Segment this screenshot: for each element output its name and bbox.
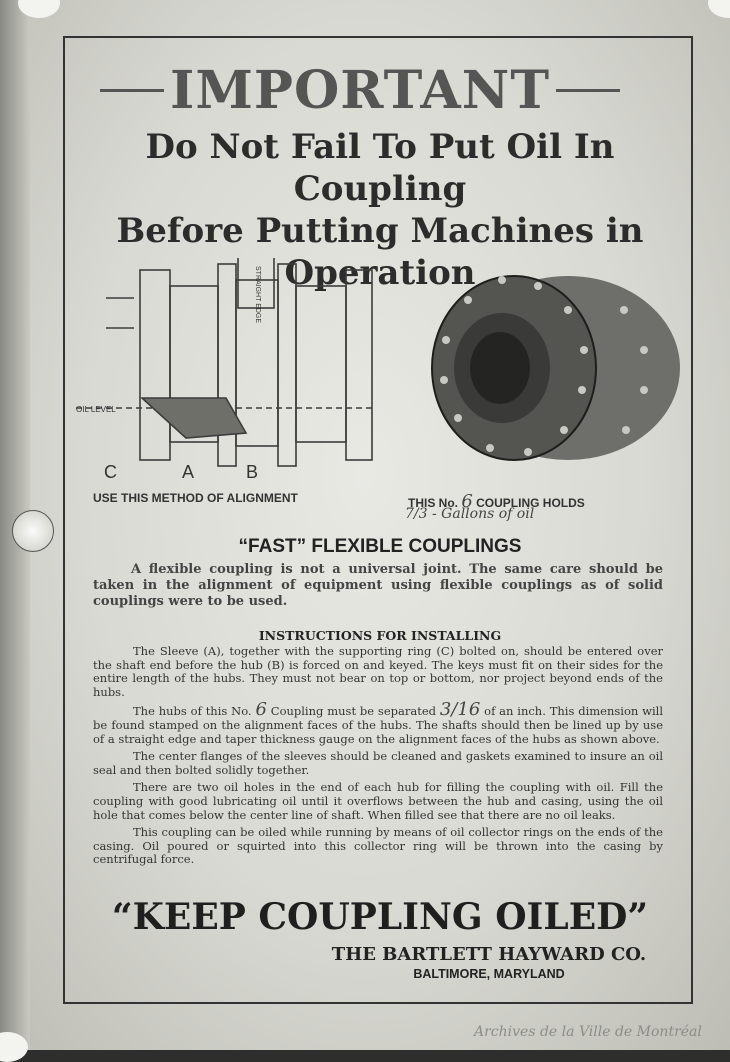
diagram-straight-edge-label: STRAIGHT EDGE	[254, 266, 261, 324]
heading-row	[100, 60, 620, 120]
coupling-photo	[418, 270, 686, 480]
hubs-text-c: of an inch. This dimension will be found stamped on the alignment faces of the hubs. The shafts should then be lined up by use of a straight edge and taper thickness gauge on the alignment faces of the hubs as shown above.	[93, 704, 664, 746]
diagram-oil-level-label: OIL LEVEL	[76, 405, 116, 414]
company-location: BALTIMORE, MARYLAND	[413, 967, 565, 981]
instruction-paragraph-2	[93, 699, 664, 746]
diagram-label-c: C	[104, 462, 117, 478]
page-title: IMPORTANT	[170, 59, 551, 121]
diagram-sleeve-right	[296, 286, 346, 442]
diagram-flange-left	[140, 270, 170, 460]
subtitle-line-2: Before Putting Machines in	[116, 211, 644, 251]
alignment-caption: USE THIS METHOD OF ALIGNMENT	[93, 491, 298, 505]
diagram-flange-right	[278, 264, 296, 466]
separation-fraction: 3/16	[439, 699, 481, 721]
instructions-title: INSTRUCTIONS FOR INSTALLING	[258, 628, 502, 643]
diagram-label-a: A	[182, 462, 195, 478]
coupling-section-diagram	[76, 258, 416, 478]
heading-rule-right	[556, 89, 620, 92]
holds-capacity: 7/3 - Gallons of oil	[405, 506, 535, 522]
hubs-number: 6	[255, 699, 267, 721]
diagram-sleeve-section	[142, 398, 246, 438]
slogan: “KEEP COUPLING OILED”	[111, 896, 649, 938]
instructions-body	[93, 645, 663, 871]
diagram-label-b: B	[246, 462, 259, 478]
punch-hole	[12, 510, 54, 552]
subtitle-line-1: Do Not Fail To Put Oil In Coupling	[145, 127, 615, 209]
subtitle-line-3: Operation	[284, 253, 476, 293]
hubs-text-b: Coupling must be separated	[270, 704, 436, 719]
instruction-paragraph-1: The Sleeve (A), together with the supporting ring (C) bolted on, should be entered over the shaft end before the hub (B) is forced on and keyed. The keys must fit on their sides for the entire length of the hubs. They must not bear on top or bottom, nor project beyond ends of the hubs.	[93, 644, 663, 699]
instruction-paragraph-4: There are two oil holes in the end of each hub for filling the coupling with oil. Fill the coupling with good lubricating oil until it overflows between the hub and casing, using the oil hole that comes below the center line of shaft. When filled see that there are no oil leaks.	[93, 780, 663, 822]
instruction-paragraph-3: The center flanges of the sleeves should be cleaned and gaskets examined to insure an oil seal and then bolted solidly together.	[93, 749, 663, 777]
diagram-end-ring	[346, 270, 372, 460]
fast-couplings-title: “FAST” FLEXIBLE COUPLINGS	[238, 536, 522, 557]
hubs-text-a: The hubs of this No.	[133, 704, 252, 719]
company-name: THE BARTLETT HAYWARD CO.	[331, 944, 647, 965]
holds-number: 6	[461, 491, 473, 512]
holds-prefix: THIS No.	[408, 496, 458, 510]
holds-suffix: COUPLING HOLDS	[476, 496, 585, 510]
heading-rule-left	[100, 89, 164, 92]
instruction-paragraph-5: This coupling can be oiled while running by means of oil collector rings on the ends of the casing. Oil poured or squirted into this collector ring will be thrown into the casing by centrifugal force.	[93, 825, 663, 867]
fast-couplings-intro: A flexible coupling is not a universal joint. The same care should be taken in the alignment of equipment using flexible couplings as of solid couplings were to be used.	[93, 562, 663, 609]
archive-watermark: Archives de la Ville de Montréal	[474, 1024, 702, 1040]
